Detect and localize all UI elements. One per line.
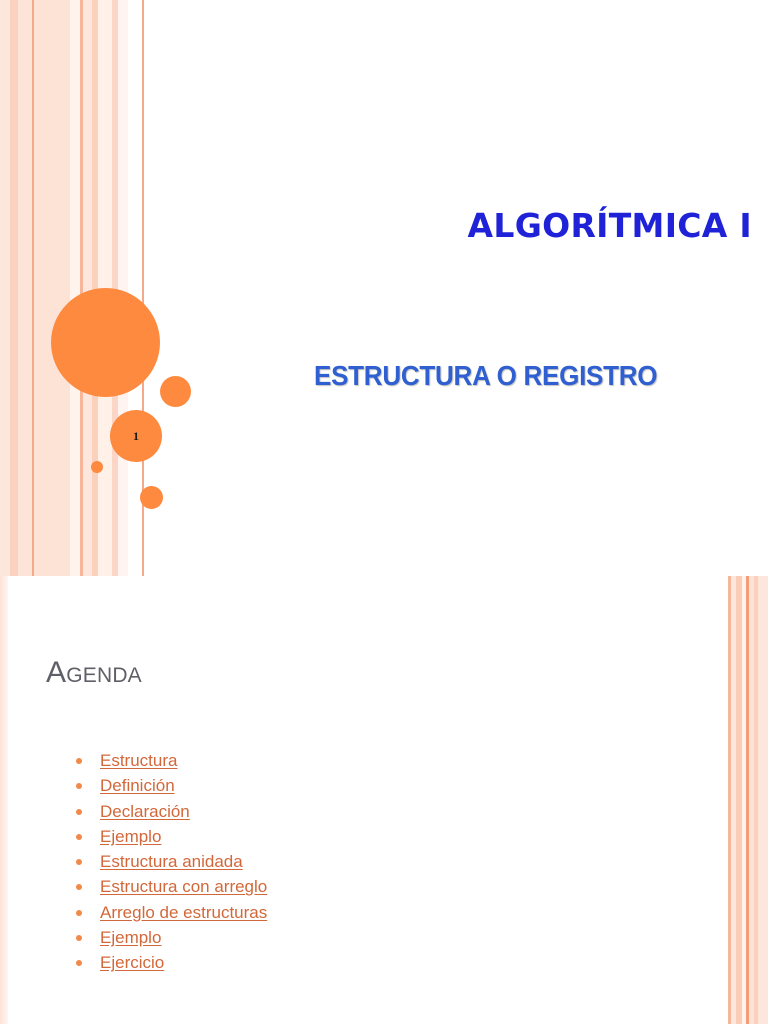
agenda-item (74, 925, 267, 950)
bullet-icon (76, 809, 82, 815)
agenda-item (74, 849, 267, 874)
bullet-icon (76, 884, 82, 890)
agenda-link[interactable]: Estructura con arreglo (100, 877, 268, 897)
agenda-item (74, 748, 267, 773)
slide-subtitle: ESTRUCTURA O REGISTRO (314, 360, 658, 391)
agenda-slide (0, 576, 768, 1024)
agenda-link[interactable]: Ejemplo (100, 928, 162, 948)
bullet-icon (76, 859, 82, 865)
agenda-link[interactable]: Ejemplo (100, 826, 162, 846)
agenda-list (74, 748, 267, 976)
bullet-icon (76, 834, 82, 840)
slide-number-badge: 1 (110, 410, 162, 462)
agenda-link[interactable]: Arreglo de estructuras (100, 902, 268, 922)
bullet-icon (76, 960, 82, 966)
decorative-small-circle-bottom (140, 486, 163, 509)
decorative-stripes-right (728, 576, 768, 1024)
agenda-item (74, 773, 267, 798)
agenda-item (74, 824, 267, 849)
decorative-stripes-left (0, 0, 150, 576)
bullet-icon (76, 935, 82, 941)
agenda-item (74, 799, 267, 824)
decorative-tiny-circle (91, 461, 103, 473)
agenda-heading: Agenda (46, 656, 142, 689)
bullet-icon (76, 783, 82, 789)
agenda-link[interactable]: Definición (100, 776, 175, 796)
decorative-small-circle (160, 376, 191, 407)
agenda-link[interactable]: Estructura anidada (100, 852, 243, 872)
decorative-left-edge (0, 576, 8, 1024)
agenda-link[interactable]: Declaración (100, 801, 190, 821)
slide-title: ALGORÍTMICA I (467, 206, 752, 245)
agenda-link[interactable]: Estructura (100, 751, 178, 770)
agenda-item (74, 950, 267, 975)
bullet-icon (76, 910, 82, 916)
decorative-large-circle (51, 288, 160, 397)
agenda-link[interactable]: Ejercicio (100, 953, 165, 973)
bullet-icon (76, 758, 82, 764)
agenda-item (74, 874, 267, 899)
agenda-item (74, 900, 267, 925)
